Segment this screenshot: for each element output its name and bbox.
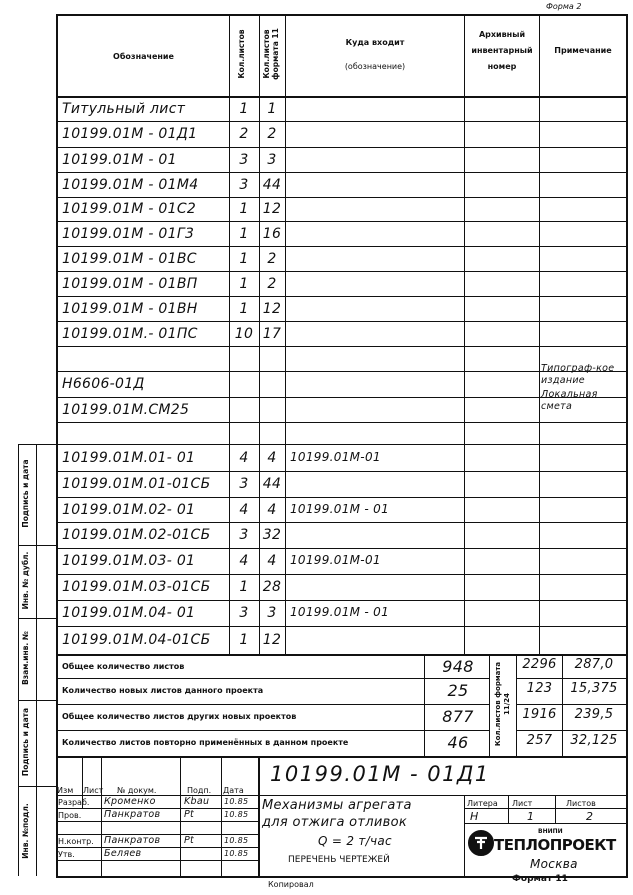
- row-designation: 10199.01М - 01ВС: [62, 250, 197, 267]
- row-format11-count: 4: [267, 449, 277, 466]
- row-sheet-count: 10: [234, 325, 254, 342]
- row-designation: 10199.01М - 01С2: [62, 201, 197, 217]
- sheets-value: 2: [586, 810, 594, 823]
- row-divider: [56, 147, 628, 148]
- row-divider: [56, 197, 628, 198]
- stamp-name: Кроменко: [104, 796, 156, 807]
- margin-inv-orig: Инв. №подл.: [21, 803, 30, 859]
- row-sheet-count: 1: [239, 579, 249, 595]
- row-designation: 10199.01М.01-01СБ: [62, 476, 211, 492]
- litera-value: Н: [470, 810, 479, 823]
- totals-format11-b: 287,0: [574, 657, 614, 672]
- stamp-date: 10.85: [224, 797, 249, 806]
- row-sheet-count: 1: [239, 250, 249, 267]
- totals-value: 948: [442, 657, 474, 676]
- stamp-name: Панкратов: [104, 835, 161, 846]
- row-divider: [56, 471, 628, 472]
- sheet-label: Лист: [512, 799, 533, 808]
- totals-format11-b: 239,5: [574, 707, 614, 722]
- stamp-role: Утв.: [58, 850, 75, 859]
- row-designation: 10199.01М - 01ВН: [62, 300, 198, 317]
- row-where-used: 10199.01М - 01: [290, 501, 390, 516]
- header-archive-3: номер: [487, 62, 517, 71]
- row-format11-count: 3: [267, 605, 277, 621]
- org-logo-icon: [468, 830, 494, 856]
- footer-copied: Копировал: [268, 880, 314, 889]
- row-designation: 10199.01М - 01М4: [62, 176, 199, 193]
- totals-format11-a: 123: [526, 681, 553, 696]
- totals-format11-a: 1916: [522, 707, 557, 722]
- title-line-1: Механизмы агрегата: [262, 798, 412, 813]
- header-where-used-sub: (обозначение): [344, 62, 406, 71]
- stamp-sign: Pt: [184, 835, 195, 846]
- row-sheet-count: 3: [239, 605, 249, 621]
- stamp-sign: Pt: [184, 809, 195, 820]
- totals-side-label: Кол.листов формата 11/24: [494, 661, 511, 747]
- row-format11-count: 4: [267, 553, 277, 569]
- row-format11-count: 12: [262, 201, 282, 217]
- margin-inv-dup: Инв. № дубл.: [21, 551, 30, 610]
- title-line-2: для отжига отливок: [262, 815, 408, 830]
- row-designation: 10199.01М.04- 01: [62, 605, 196, 621]
- totals-format11-b: 15,375: [570, 681, 618, 696]
- header-note: Примечание: [554, 46, 612, 55]
- org-name: ТЕПЛОПРОЕКТ: [494, 836, 616, 854]
- row-where-used: 10199.01М - 01: [290, 605, 390, 619]
- form-label: Форма 2: [546, 2, 582, 11]
- row-note: Локальная смета: [541, 389, 598, 412]
- row-designation: 10199.01М.04-01СБ: [62, 632, 211, 648]
- stamp-role: Разраб.: [58, 798, 90, 807]
- margin-sign-date-1: Подпись и дата: [21, 459, 30, 528]
- totals-label: Количество новых листов данного проекта: [62, 686, 264, 695]
- row-divider: [56, 346, 628, 347]
- row-format11-count: 17: [262, 325, 282, 342]
- row-sheet-count: 1: [239, 225, 249, 242]
- row-divider: [56, 626, 628, 627]
- header-format11-count: Кол.листов формата 11: [262, 28, 280, 80]
- row-format11-count: 12: [262, 300, 282, 317]
- totals-format11-a: 257: [526, 733, 553, 748]
- row-format11-count: 44: [262, 476, 282, 492]
- totals-value: 46: [447, 733, 469, 752]
- row-format11-count: 1: [267, 101, 277, 117]
- row-designation: 10199.01М.СМ25: [62, 401, 190, 418]
- row-designation: 10199.01М - 01: [62, 151, 177, 168]
- row-sheet-count: 1: [239, 275, 249, 292]
- row-divider: [56, 522, 628, 523]
- row-sheet-count: 3: [239, 527, 249, 543]
- row-divider: [56, 246, 628, 247]
- totals-label: Общее количество листов других новых проектов: [62, 712, 297, 721]
- row-sheet-count: 1: [239, 101, 249, 117]
- header-where-used: Куда входит: [345, 38, 405, 47]
- row-sheet-count: 4: [239, 449, 249, 466]
- row-designation: 10199.01М.01- 01: [62, 449, 196, 466]
- row-divider: [56, 548, 628, 549]
- row-designation: Н6606-01Д: [62, 376, 145, 392]
- header-archive-1: Архивный: [478, 30, 526, 39]
- row-sheet-count: 4: [239, 553, 249, 569]
- row-divider: [56, 221, 628, 222]
- stamp-col-sheet: Лист: [83, 786, 104, 795]
- stamp-date: 10.85: [224, 836, 249, 845]
- row-divider: [56, 296, 628, 297]
- row-divider: [56, 271, 628, 272]
- footer-format: Формат 11: [512, 874, 568, 884]
- stamp-col-date: Дата: [223, 786, 244, 795]
- stamp-date: 10.85: [224, 810, 249, 819]
- row-sheet-count: 4: [239, 501, 249, 518]
- header-sheet-count: Кол.листов: [237, 29, 246, 79]
- margin-sign-date-2: Подпись и дата: [21, 707, 30, 777]
- row-designation: 10199.01М.03- 01: [62, 553, 196, 569]
- row-format11-count: 2: [267, 126, 277, 142]
- row-sheet-count: 3: [239, 176, 249, 193]
- totals-value: 877: [442, 707, 474, 726]
- row-sheet-count: 2: [239, 126, 249, 142]
- org-city: Москва: [530, 857, 578, 871]
- doc-number: 10199.01М - 01Д1: [270, 762, 490, 786]
- row-format11-count: 28: [262, 579, 282, 595]
- row-designation: 10199.01М.02-01СБ: [62, 527, 211, 543]
- stamp-col-sign: Подп.: [187, 786, 212, 795]
- org-small-label: ВНИПИ: [538, 828, 563, 835]
- row-note: Типограф-кое издание: [541, 363, 615, 386]
- totals-format11-a: 2296: [522, 657, 557, 672]
- title-line-4: ПЕРЕЧЕНЬ ЧЕРТЕЖЕЙ: [288, 855, 390, 865]
- row-format11-count: 16: [262, 225, 282, 242]
- totals-format11-b: 32,125: [570, 733, 618, 748]
- row-format11-count: 44: [262, 176, 282, 193]
- row-sheet-count: 1: [239, 201, 249, 217]
- row-format11-count: 4: [267, 501, 277, 518]
- stamp-name: Панкратов: [104, 809, 161, 820]
- row-format11-count: 2: [267, 250, 277, 267]
- row-designation: 10199.01М - 01ВП: [62, 275, 198, 292]
- stamp-role: Н.контр.: [58, 837, 94, 846]
- row-divider: [56, 172, 628, 173]
- row-format11-count: 32: [262, 527, 282, 543]
- row-format11-count: 3: [267, 151, 277, 168]
- row-divider: [56, 444, 628, 445]
- header-designation: Обозначение: [113, 52, 174, 61]
- row-designation: 10199.01М.02- 01: [62, 501, 196, 518]
- litera-label: Литера: [467, 799, 498, 808]
- row-where-used: 10199.01М-01: [290, 553, 381, 567]
- row-format11-count: 2: [267, 275, 277, 292]
- margin-inv-replace: Взам.инв. №: [21, 631, 30, 685]
- totals-label: Количество листов повторно применённых в данном проекте: [62, 738, 349, 747]
- row-designation: 10199.01М - 01Г3: [62, 225, 195, 242]
- row-divider: [56, 574, 628, 575]
- row-sheet-count: 1: [239, 300, 249, 317]
- sheets-label: Листов: [566, 799, 596, 808]
- totals-value: 25: [447, 681, 469, 700]
- row-sheet-count: 1: [239, 632, 249, 648]
- row-sheet-count: 3: [239, 151, 249, 168]
- row-designation: 10199.01М.- 01ПС: [62, 325, 198, 342]
- row-designation: Титульный лист: [62, 101, 186, 117]
- row-divider: [56, 121, 628, 122]
- row-divider: [56, 600, 628, 601]
- sheet-value: 1: [527, 810, 535, 823]
- row-divider: [56, 422, 628, 423]
- row-divider: [56, 497, 628, 498]
- stamp-col-docnum: № докум.: [117, 786, 157, 795]
- row-designation: 10199.01М - 01Д1: [62, 126, 198, 142]
- stamp-col-change: Изм: [57, 786, 74, 795]
- title-line-3: Q = 2 т/час: [318, 834, 392, 848]
- row-where-used: 10199.01М-01: [290, 449, 381, 464]
- stamp-name: Беляев: [104, 848, 142, 859]
- row-designation: 10199.01М.03-01СБ: [62, 579, 211, 595]
- stamp-sign: Kbau: [184, 796, 210, 807]
- row-format11-count: 12: [262, 632, 282, 648]
- stamp-role: Пров.: [58, 811, 82, 820]
- header-archive-2: инвентарный: [471, 46, 533, 55]
- totals-label: Общее количество листов: [62, 662, 185, 671]
- row-sheet-count: 3: [239, 476, 249, 492]
- stamp-date: 10.85: [224, 849, 249, 858]
- row-divider: [56, 321, 628, 322]
